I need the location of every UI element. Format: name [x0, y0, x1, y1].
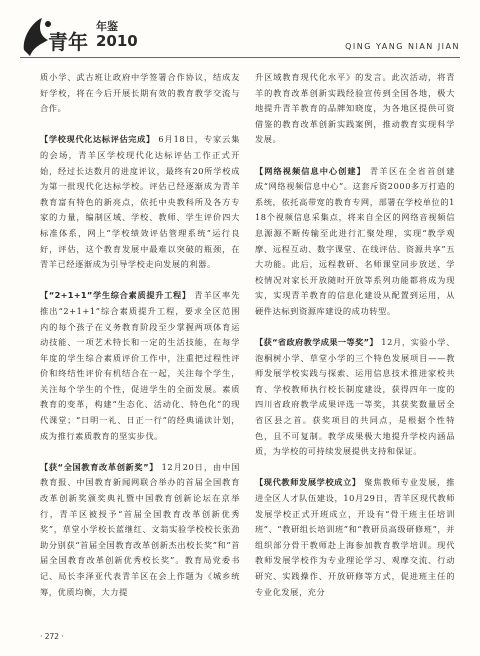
section-quality-program — [40, 288, 240, 444]
section-modernization-assessment — [40, 132, 240, 272]
section-title: 【网络视频信息中心创建】 — [255, 165, 366, 176]
page-header — [0, 0, 480, 70]
logo-text: 青年 — [48, 30, 88, 54]
section-body: 聚焦教师专业发展，推进全区人才队伍建设，10月29日，青羊区现代教师发展学校正式开班成立，开设有“骨干班主任培训班”、“教研组长培训班”和“教研员高级研修班”，并组织部分骨干教师赴上海参加教育教学培训。现代教师发展学校作为专业理论学习、观摩交流、行动研究、实践操作、开放研修等方式，促进班主任的专业化发展，充分 — [255, 477, 455, 597]
section-body: 青羊区在全省首创建成“网络视频信息中心”。这套斥资2000多万打造的系统，依托高带宽的教育专网，部署在学校单位的118个视频信息采集点，将来自全区的网络音视频信息源源不断传输至此进行汇聚处理，实现“教学观摩、远程互动、数字课堂、在线评估、资源共享”五大功能。此后，远程教研、名师课堂同步放送、学校情况对家长开放随时开放等系列功能都将成为现实，实现青羊教育的信息化建设从配置到运用，从硬件达标到资源库建设的成功转型。 — [255, 165, 455, 316]
section-teaching-award — [255, 335, 455, 460]
header-rule — [20, 57, 460, 58]
section-title: 【获“全国教育改革创新奖”】 — [40, 461, 159, 472]
section-title: 【“2+1+1”学生综合素质提升工程】 — [40, 290, 191, 301]
logo-year-label: 年鉴 — [96, 20, 118, 33]
section-body: 6月18日，专家云集的会场，青羊区学校现代化达标评估工作正式开始，经过长达数月的进度评议，最终有20所学校成为第一批现代化达标学校。评估已经逐渐成为青羊教育富有特色的新亮点，依托中央教科所及各方专家的力量，编制区域、学校、教师、学生评价四大标准体系，网上“学校绩效评估管理系统”运行良好，评估，这个教育发展中最难以突破的瓶颈，在青羊已经逐渐成为引导学校走向发展的利器。 — [40, 134, 240, 270]
page-number: · 272 · — [40, 632, 64, 641]
section-title: 【获“省政府教学成果一等奖”】 — [255, 337, 378, 348]
left-column — [40, 70, 240, 600]
section-body: 12月，实验小学、泡桐树小学、草堂小学的三个特色发展项目——教师发展学校实践与探索、运用信息技术推进家校共育、学校教师执行校长制度建设，获得四年一度的四川省政府教学成果评选一等奖，其获奖数量居全省区县之首。获奖项目的共同点，是根据个性特色，且不可复制。教学成果极大地提升学校内涵品质，为学校的可持续发展提供支持和保证。 — [255, 337, 456, 457]
yearbook-logo — [18, 14, 138, 60]
right-column — [255, 70, 455, 600]
running-head: QING YANG NIAN JIAN — [345, 42, 460, 51]
section-title: 【学校现代化达标评估完成】 — [40, 134, 155, 145]
section-title: 【现代教师发展学校成立】 — [255, 477, 361, 488]
section-innovation-award — [40, 460, 240, 600]
section-body: 青羊区率先推出“2+1+1”综合素质提升工程，要求全区范围内的每个孩子在义务教育阶段至少掌握两项体育运动技能、一项艺术特长和一定的生活技能，在每学年度的学生综合素质评价工作中，注重把过程性评价和终结性评价有机结合在一起，关注每个学生，关注每个学生的个性，促进学生的全面发展。素质教育的变革，构建“生态化、活动化、特色化”的现代课堂；“日明一礼、日正一行”的经典诵读计划，成为推行素质教育的坚实步伐。 — [40, 290, 240, 441]
left-intro-paragraph: 质小学、武古班让政府中学签署合作协议，结成友好学校，将在今后开展长期有效的教育教学交流与合作。 — [40, 72, 240, 114]
section-teacher-school — [255, 475, 455, 600]
logo-year: 2010 — [96, 32, 138, 50]
right-intro-paragraph: 升区域教育现代化水平》的发言。此次活动，将青羊的教育改革创新实践经验宣传到全国各地，极大地提升青羊教育的品牌知晓度，为各地区提供可资借鉴的教育改革创新实践案例，推动教育实现科学发展。 — [255, 72, 455, 145]
section-video-center — [255, 164, 455, 320]
section-body: 12月20日，由中国教育报、中国教育新闻网联合举办的首届全国教育改革创新奖颁奖典礼暨中国教育创新论坛在京举行，青羊区被授予“首届全国教育改革创新优秀奖”，草堂小学校长蓝继红、文翁实验学校校长张劲助分别获“首届全国教育改革创新杰出校长奖”和“首届全国教育改革创新优秀校长奖”。教育局党委书记、局长李泽亚代表青羊区在会上作题为《城乡统筹，优质均衡，大力提 — [40, 461, 241, 597]
